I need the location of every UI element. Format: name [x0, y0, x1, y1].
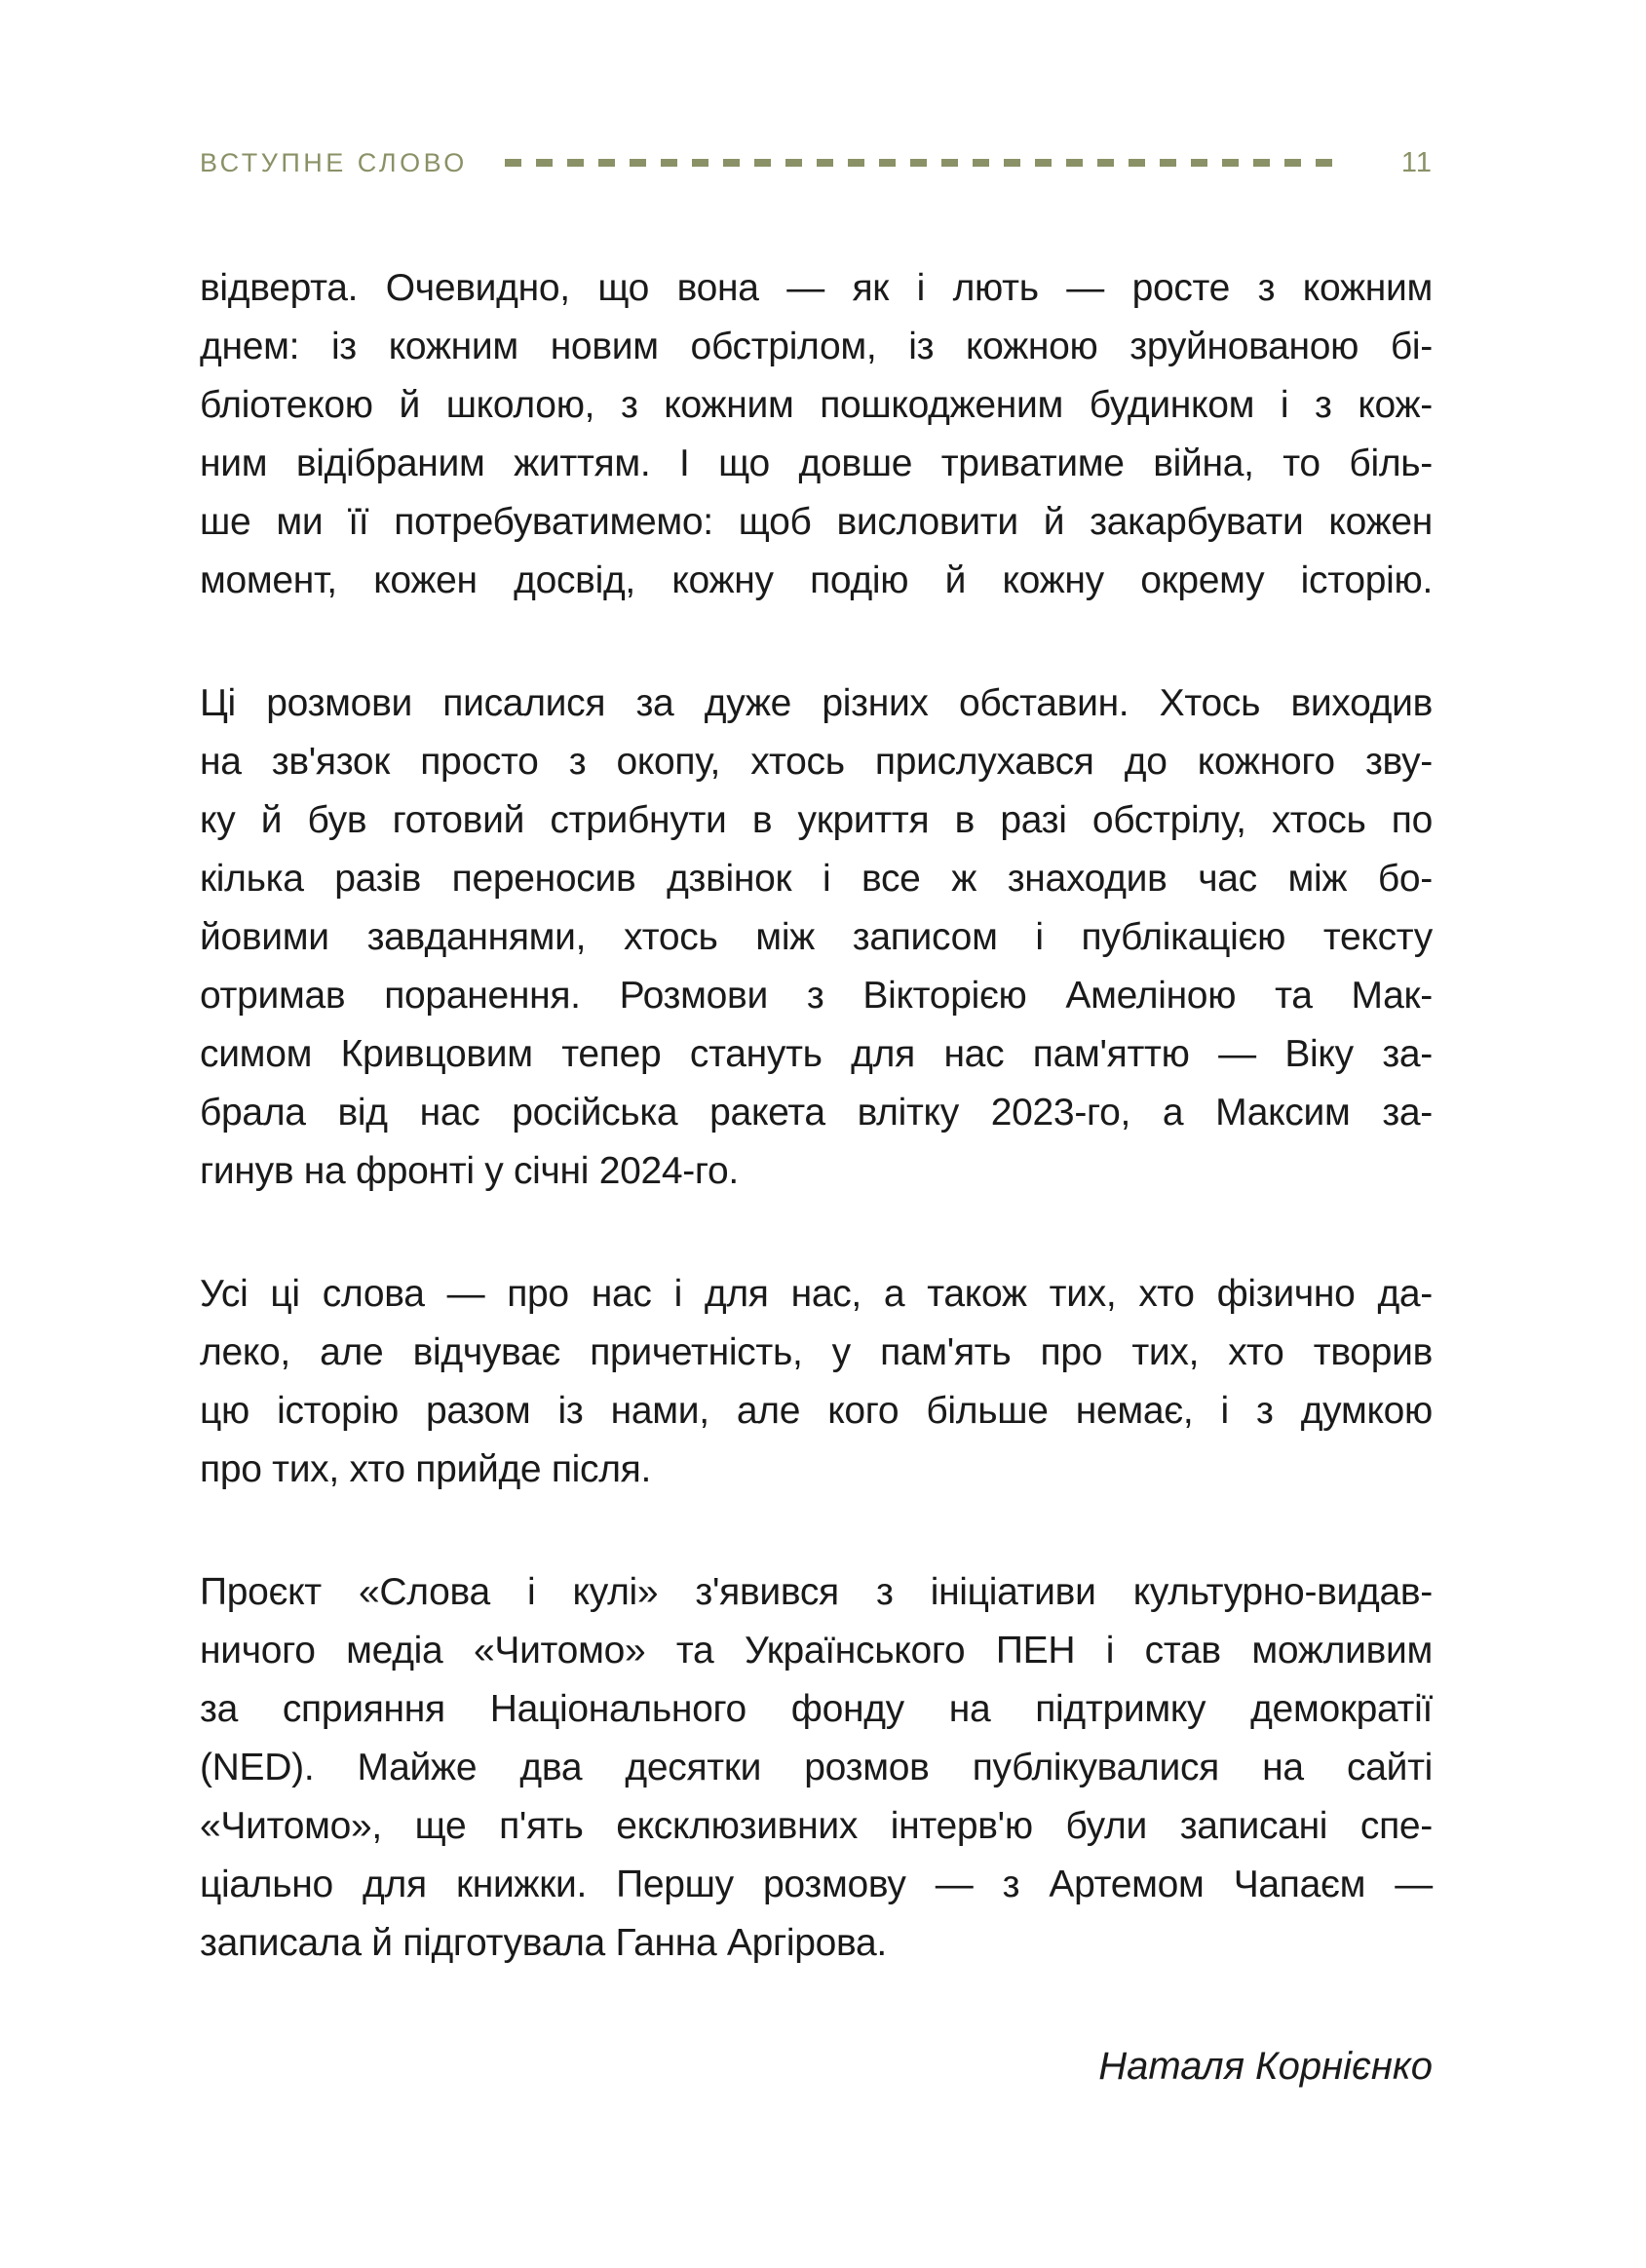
- text-line: (NED). Майже два десятки розмов публікувалися на сайті: [200, 1747, 1433, 1788]
- text-line: гинув на фронті у січні 2024-го.: [200, 1150, 739, 1192]
- text-line: днем: із кожним новим обстрілом, із кожною зруйнованою бі-: [200, 326, 1433, 367]
- paragraph: [200, 1265, 1433, 1499]
- text-line: цю історію разом із нами, але кого більше немає, і з думкою: [200, 1390, 1433, 1432]
- paragraph-container: [200, 259, 1433, 1973]
- paragraph: [200, 259, 1433, 610]
- running-header: [200, 146, 1433, 179]
- text-line: відверта. Очевидно, що вона — як і лють — росте з кожним: [200, 267, 1433, 309]
- paragraph: [200, 1563, 1433, 1973]
- text-line: бліотекою й школою, з кожним пошкодженим будинком і з кож-: [200, 384, 1433, 426]
- chapter-title: ВСТУПНЕ СЛОВО: [200, 148, 468, 177]
- text-line: момент, кожен досвід, кожну подію й кожну окрему історію.: [200, 559, 1433, 601]
- text-line: отримав поранення. Розмови з Вікторією Амеліною та Мак-: [200, 975, 1433, 1017]
- text-line: на зв'язок просто з окопу, хтось прислухався до кожного зву-: [200, 741, 1433, 783]
- text-line: ціально для книжки. Першу розмову — з Артемом Чапаєм —: [200, 1864, 1433, 1905]
- page-number: 11: [1400, 147, 1433, 178]
- text-line: симом Кривцовим тепер стануть для нас пам'яттю — Віку за-: [200, 1033, 1433, 1075]
- text-line: «Читомо», ще п'ять ексклюзивних інтерв'ю були записані спе-: [200, 1805, 1433, 1847]
- dashed-rule: [505, 159, 1347, 167]
- text-line: Проєкт «Слова і кулі» з'явився з ініціативи культурно-видав-: [200, 1571, 1433, 1613]
- text-line: кілька разів переносив дзвінок і все ж знаходив час між бо-: [200, 858, 1433, 900]
- text-line: брала від нас російська ракета влітку 2023-го, а Максим за-: [200, 1092, 1433, 1134]
- text-line: ним відібраним життям. І що довше триватиме війна, то біль-: [200, 442, 1433, 484]
- author-signature: Наталя Корнієнко: [1098, 2045, 1433, 2088]
- text-line: за сприяння Національного фонду на підтримку демократії: [200, 1688, 1433, 1730]
- text-line: ше ми її потребуватимемо: щоб висловити й закарбувати кожен: [200, 501, 1433, 543]
- text-line: Усі ці слова — про нас і для нас, а також тих, хто фізично да-: [200, 1273, 1433, 1315]
- text-line: ку й був готовий стрибнути в укриття в разі обстрілу, хтось по: [200, 799, 1433, 841]
- text-line: йовими завданнями, хтось між записом і публікацією тексту: [200, 916, 1433, 958]
- text-line: леко, але відчуває причетність, у пам'ять про тих, хто творив: [200, 1331, 1433, 1373]
- text-line: ничого медіа «Читомо» та Українського ПЕН і став можливим: [200, 1630, 1433, 1672]
- paragraph: [200, 674, 1433, 1201]
- body-text: [200, 259, 1433, 2095]
- text-line: Ці розмови писалися за дуже різних обставин. Хтось виходив: [200, 682, 1433, 724]
- text-line: про тих, хто прийде після.: [200, 1448, 652, 1490]
- text-line: записала й підготувала Ганна Аргірова.: [200, 1922, 887, 1964]
